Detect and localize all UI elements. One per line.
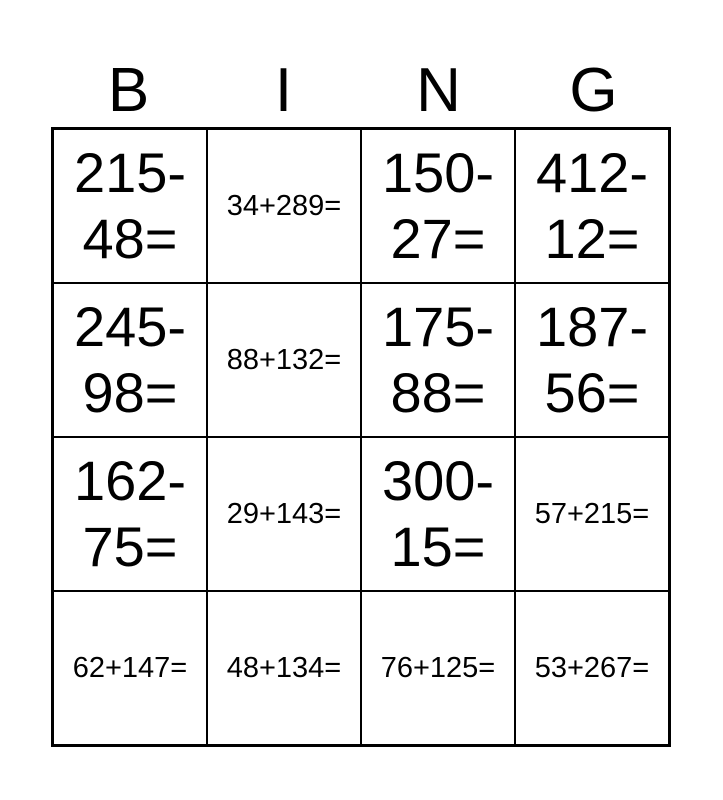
bingo-cell[interactable] [207, 437, 361, 591]
cell-problem: 53+267= [534, 652, 650, 684]
cell-problem: 187- 56= [535, 295, 649, 424]
bingo-cell[interactable] [207, 591, 361, 745]
cell-problem: 29+143= [226, 498, 342, 530]
bingo-cell[interactable] [515, 591, 669, 745]
header-letter-n: N [416, 56, 461, 125]
cell-problem: 162- 75= [73, 449, 187, 578]
cell-problem: 150- 27= [381, 141, 495, 270]
bingo-header [51, 56, 671, 126]
bingo-cell[interactable] [53, 437, 207, 591]
bingo-cell[interactable] [361, 591, 515, 745]
bingo-cell[interactable] [515, 129, 669, 283]
bingo-cell[interactable] [207, 129, 361, 283]
cell-problem: 215- 48= [73, 141, 187, 270]
bingo-cell[interactable] [361, 437, 515, 591]
cell-problem: 48+134= [226, 652, 342, 684]
bingo-cell[interactable] [207, 283, 361, 437]
bingo-cell[interactable] [361, 283, 515, 437]
bingo-board [51, 127, 671, 747]
cell-problem: 175- 88= [381, 295, 495, 424]
bingo-cell[interactable] [53, 591, 207, 745]
cell-problem: 300- 15= [381, 449, 495, 578]
header-letter-i: I [274, 56, 293, 125]
cell-problem: 57+215= [534, 498, 650, 530]
bingo-cell[interactable] [515, 283, 669, 437]
cell-problem: 88+132= [226, 344, 342, 376]
header-letter-b: B [107, 56, 150, 125]
bingo-cell[interactable] [515, 437, 669, 591]
header-letter-g: G [569, 56, 618, 125]
bingo-cell[interactable] [53, 283, 207, 437]
cell-problem: 245- 98= [73, 295, 187, 424]
bingo-cell[interactable] [53, 129, 207, 283]
cell-problem: 34+289= [226, 190, 342, 222]
bingo-cell[interactable] [361, 129, 515, 283]
cell-problem: 76+125= [380, 652, 496, 684]
cell-problem: 62+147= [72, 652, 188, 684]
cell-problem: 412- 12= [535, 141, 649, 270]
